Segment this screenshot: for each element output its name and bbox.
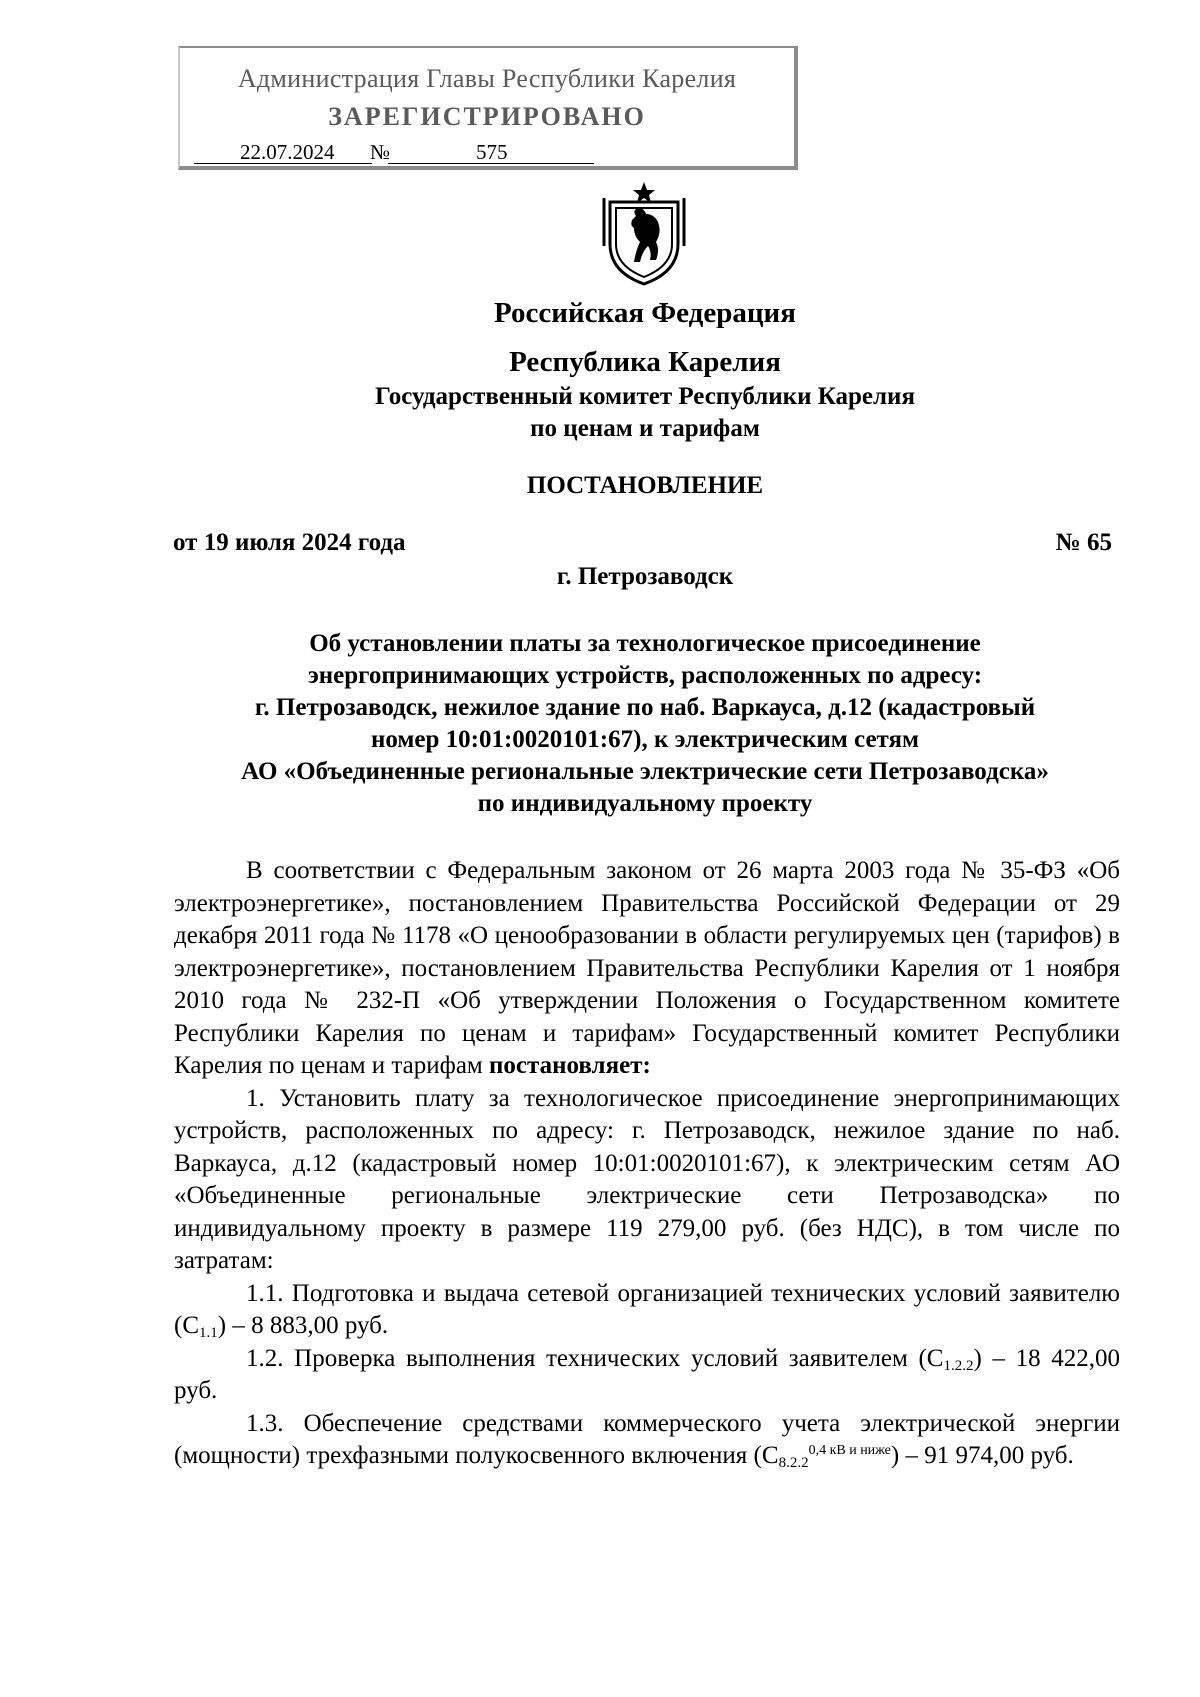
item-1-3: 1.3. Обеспечение средствами коммерческого учета электрической энергии (мощности) трехфазными полукосвенного включения $(С_{8.2.2}^{0,4 кВ и ниже}) - 91$ 974,00 руб. [174, 1409, 1120, 1471]
header-committee-line2: по ценам и тарифам [530, 415, 760, 442]
document-body [174, 855, 1120, 1473]
subject-line: энергопринимающих устройств, расположенных по адресу: [307, 662, 983, 689]
document-number: № 65 [1055, 529, 1112, 556]
subject-line: АО «Объединенные региональные электрические сети Петрозаводска» [241, 758, 1049, 785]
subject-line: г. Петрозаводск, нежилое здание по наб. Варкауса, д.12 (кадастровый [254, 694, 1036, 721]
subject-line: Об установлении платы за технологическое присоединение [309, 630, 981, 657]
stamp-status: ЗАРЕГИСТРИРОВАНО [328, 102, 646, 131]
document-city: г. Петрозаводск [556, 563, 734, 590]
stamp-number: 575 [476, 140, 508, 164]
stamp-number-label: № [370, 140, 391, 164]
item-1-2: 1.2. Проверка выполнения технических условий заявителем $(С_{1.2.2}) - 18$ 422,00 руб. [174, 1344, 1121, 1404]
stamp-title: Администрация Главы Республики Карелия [237, 64, 737, 93]
registration-stamp [178, 46, 798, 170]
header-republic: Республика Карелия [509, 346, 781, 378]
karelia-coat-of-arms-icon [600, 180, 688, 286]
preamble-paragraph [174, 855, 1120, 1083]
subject-line: по индивидуальному проекту [477, 790, 813, 817]
stamp-date: 22.07.2024 [240, 140, 335, 164]
item-1-1: 1.1. Подготовка и выдача сетевой организацией технических условий заявителю $(С_{1.1}) - 8$ 883,00 руб. [174, 1279, 1120, 1341]
item-1: 1. Установить плату за технологическое присоединение энергопринимающих устройств, расположенных по адресу: г. Петрозаводск, нежилое здание по наб. Варкауса, д.12 (кадастровый номер 10:01:0020101:67), к электрическим сетям АО «Объединенные региональные электрические сети Петрозаводска» по индивидуальному проекту в размере 119 279,00 руб. (без НДС), в том числе по затратам: [174, 1084, 1120, 1274]
stamp-registration-line [194, 138, 594, 170]
document-type: ПОСТАНОВЛЕНИЕ [526, 472, 764, 499]
subject-line: номер 10:01:0020101:67), к электрическим сетям [370, 726, 920, 753]
document-subject [170, 628, 1120, 820]
document-date: от 19 июля 2024 года [173, 529, 406, 556]
preamble-resolves: постановляет: [489, 1052, 651, 1079]
header-committee-line1: Государственный комитет Республики Карелия [375, 383, 915, 410]
preamble-text: В соответствии с Федеральным законом от 26 марта 2003 года № 35-ФЗ «Об электроэнергетике», постановлением Правительства Российской Федерации от 29 декабря 2011 года № 1178 «О ценообразовании в области регулируемых цен (тарифов) в электроэнергетике», постановлением Правительства Республики Карелия от 1 ноября 2010 года № 232-П «Об утверждении Положения о Государственном комитете Республики Карелия по ценам и тарифам» Государственный комитет Республики Карелия по ценам и тарифам [174, 857, 1120, 1079]
header-federation: Российская Федерация [494, 297, 796, 329]
